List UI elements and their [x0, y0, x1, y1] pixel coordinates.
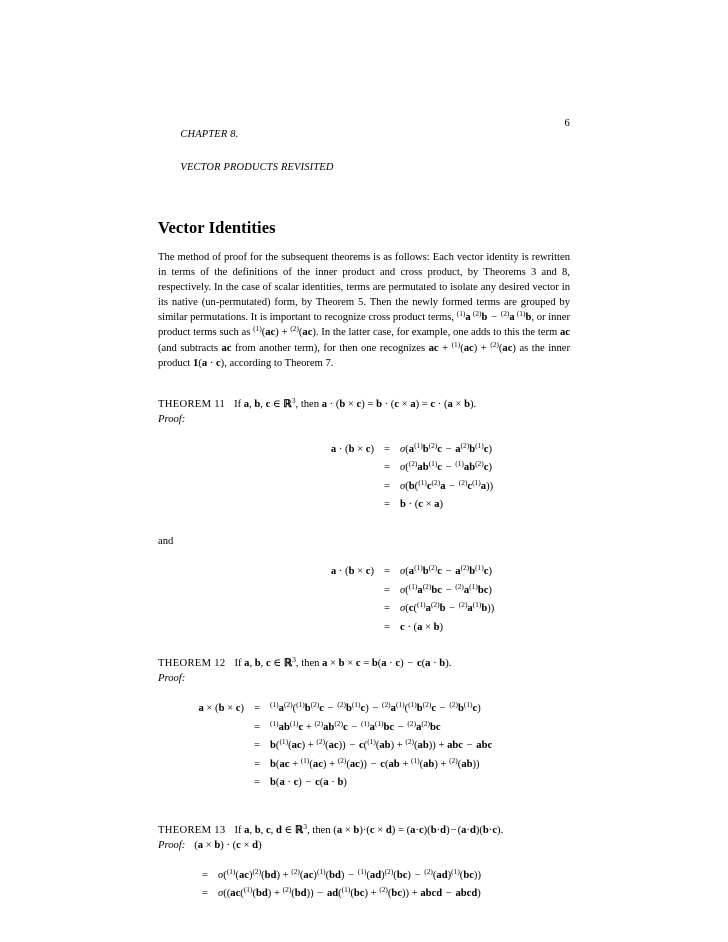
math-rhs: b · (c × a) — [400, 499, 444, 511]
equals-sign: = — [254, 777, 260, 789]
math-rhs: σ((ac($^{(1)}$(bd) + $^{(2)}$(bd)) − ad($^{(1)}$(bc) + $^{(2)}$(bc)) + abcd − abcd) — [218, 885, 481, 900]
theorem-12-statement — [158, 656, 570, 671]
math-rhs: $\sigma(a^{(1)}b^{(2)}c - a^{(2)}b^{(1)}c)$ — [400, 441, 492, 455]
theorem-13-proof-label — [158, 838, 570, 853]
page-content — [158, 118, 570, 904]
math-rhs: $\sigma(^{(1)}a^{(2)}bc - ^{(2)}a^{(1)}bc)$ — [400, 581, 492, 596]
math-lhs: a · (b × c) — [330, 566, 374, 578]
connector-and: and — [158, 535, 174, 547]
math-row — [214, 582, 570, 601]
theorem-12-text: If a, b, c ∈ ℝ$^3$, then a × b × c = b(a · c) − c(a · b). — [234, 655, 452, 670]
equals-sign: = — [202, 888, 208, 900]
math-lhs: a · (b × c) — [330, 443, 374, 455]
equals-sign: = — [254, 721, 260, 733]
equals-sign: = — [384, 584, 390, 596]
equals-sign: = — [254, 740, 260, 752]
math-row — [214, 600, 570, 619]
intro-math-1: $^{(1)}$a $^{(2)}$b − $^{(2)}$a $^{(1)}$b — [456, 309, 532, 324]
theorem-11-statement — [158, 397, 570, 412]
equals-sign: = — [384, 480, 390, 492]
proof-keyword: Proof: — [158, 413, 186, 425]
math-rhs: b(ac + $^{(1)}$(ac) + $^{(2)}$(ac)) − c(ab + $^{(1)}$(ab) + $^{(2)}$(ab)) — [270, 755, 480, 770]
proof-keyword: Proof: — [158, 839, 186, 851]
equals-sign: = — [384, 603, 390, 615]
math-rhs: $\sigma(b(^{(1)}c^{(2)}a - ^{(2)}c^{(1)}a))$ — [400, 478, 494, 492]
equals-sign: = — [384, 621, 390, 633]
math-lhs: a × (b × c) — [198, 703, 244, 715]
equals-sign: = — [384, 499, 390, 511]
theorem-13-name: THEOREM 13 — [158, 824, 226, 836]
equals-sign: = — [254, 758, 260, 770]
theorem-12-name: THEOREM 12 — [158, 658, 226, 670]
intro-text-1: The method of proof for the subsequent theorems is as follows: Each vector identity is rewritten in terms of the definitions of the inner product and cross product, by Theorems 3 and 8, respectively. In the case of scalar identities, terms are permutated to isolate any desired vector in its native (un-permutated) form, by Theorem 5. Then the newly formed terms are grouped by similar permutations. It is important to recognize cross product terms, — [158, 252, 570, 324]
math-rhs: $^{(1)}ab^{(1)}c + ^{(2)}ab^{(2)}c - ^{(1)}a^{(1)}bc - ^{(2)}a^{(2)}bc$ — [270, 718, 441, 733]
math-row — [214, 563, 570, 582]
running-head-chapter: CHAPTER 8. — [180, 129, 239, 140]
math-row — [166, 700, 570, 719]
theorem-11-proof-block-2 — [214, 563, 570, 637]
equals-sign: = — [384, 443, 390, 455]
intro-text-3: . In the latter case, for example, one adds to this the term ac (and subtracts ac from another term), for then one recognizes ac + $^{(1)}$(ac) + $^{(2)}$(ac) as the inner product 1(a · c), according to Theorem 7. — [158, 327, 570, 369]
theorem-11-proof-label — [158, 412, 570, 427]
intro-paragraph — [158, 250, 570, 371]
math-rhs: c · (a × b) — [400, 621, 444, 633]
math-row — [214, 459, 570, 478]
theorem-12-proof-block — [166, 700, 570, 793]
page-title: Vector Identities — [158, 218, 276, 237]
intro-math-2: $^{(1)}$(ac) + $^{(2)}$(ac) — [253, 324, 316, 339]
intro-text-2: , or inner product terms such as — [158, 312, 570, 339]
math-row — [214, 619, 570, 638]
equals-sign: = — [202, 869, 208, 881]
math-row — [166, 737, 570, 756]
running-head-left — [158, 118, 334, 184]
math-rhs: b($^{(1)}$(ac) + $^{(2)}$(ac)) − c($^{(1)}$(ab) + $^{(2)}$(ab)) + abc − abc — [270, 737, 493, 752]
math-row — [166, 719, 570, 738]
running-head — [158, 118, 570, 184]
math-rhs: $\sigma(c(^{(1)}a^{(2)}b - ^{(2)}a^{(1)}b))$ — [400, 600, 495, 615]
theorem-13-proof-inline: (a × b) · (c × d) — [194, 839, 262, 851]
math-rhs: b(a · c) − c(a · b) — [270, 777, 347, 789]
math-row — [170, 867, 570, 886]
math-rhs: $\sigma(a^{(1)}b^{(2)}c - a^{(2)}b^{(1)}c)$ — [400, 563, 492, 578]
equals-sign: = — [384, 462, 390, 474]
math-row — [166, 774, 570, 793]
math-row — [214, 478, 570, 497]
theorem-12-proof-label — [158, 671, 570, 686]
math-rhs: σ($^{(1)}$(ac)$^{(2)}$(bd) + $^{(2)}$(ac)$^{(1)}$(bd) − $^{(1)}$(ad)$^{(2)}$(bc) − $^{(2)}$(ad)$^{(1)}$(bc)) — [218, 867, 481, 881]
math-row — [170, 885, 570, 904]
math-rhs: $\sigma(^{(2)}ab^{(1)}c - ^{(1)}ab^{(2)}c)$ — [400, 459, 492, 474]
theorem-11-name: THEOREM 11 — [158, 398, 226, 410]
theorem-13-proof-block — [170, 867, 570, 904]
page-number: 6 — [564, 118, 570, 129]
running-head-title: VECTOR PRODUCTS REVISITED — [180, 162, 334, 173]
math-row — [214, 496, 570, 515]
math-row — [214, 441, 570, 460]
equals-sign: = — [254, 703, 260, 715]
math-rhs: $^{(1)}a^{(2)}(^{(1)}b^{(2)}c - ^{(2)}b^{(1)}c) - ^{(2)}a^{(1)}(^{(1)}b^{(2)}c - ^{(2)}b^{(1)}c)$ — [270, 700, 481, 715]
theorem-11-proof-block-1 — [214, 441, 570, 515]
math-row — [166, 756, 570, 775]
equals-sign: = — [384, 566, 390, 578]
theorem-11-text: If a, b, c ∈ ℝ$^3$, then a · (b × c) = b · (c × a) = c · (a × b). — [234, 395, 477, 410]
theorem-13-text: If a, b, c, d ∈ ℝ$^3$, then (a × b)·(c × d) = (a·c)(b·d)−(a·d)(b·c). — [234, 821, 504, 836]
proof-keyword: Proof: — [158, 673, 186, 685]
theorem-13-statement — [158, 823, 570, 838]
